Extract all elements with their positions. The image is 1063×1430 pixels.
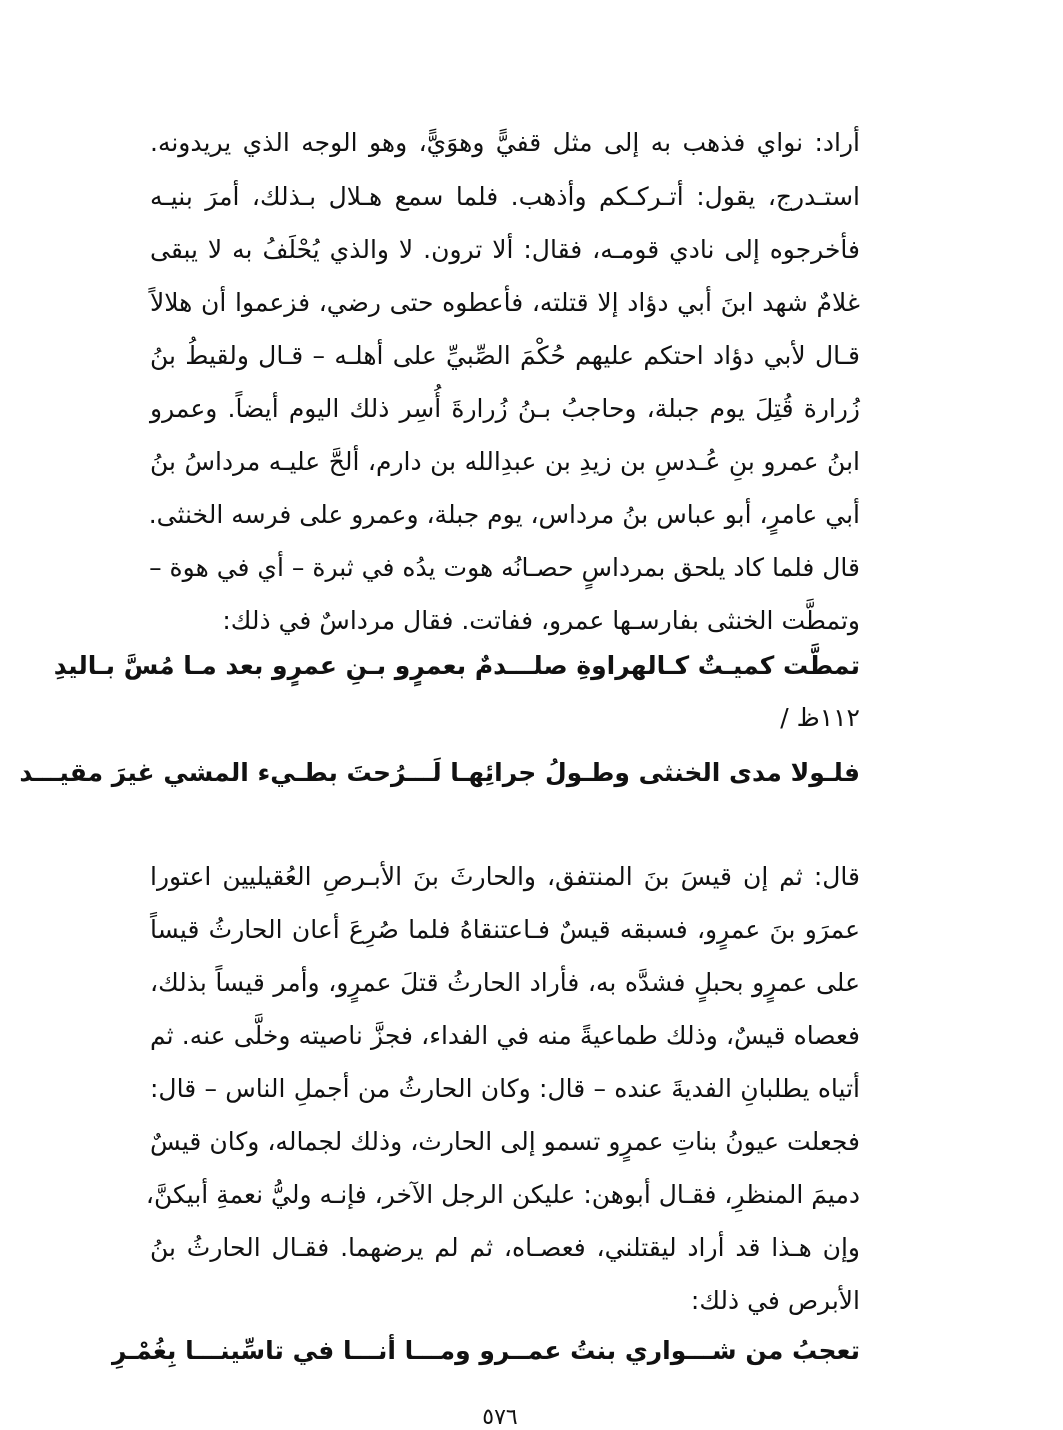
text-line: قـال لأبي دؤاد احتكم عليهم حُكْمَ الصِّبيِّ على أهلـه – قـال ولقيطُ بنُ [150,341,860,370]
text-line: قال فلما كاد يلحق بمرداسٍ حصـانُه هوت يدُه في ثبرة – أي في هوة – [149,553,860,582]
verse-line: تمطَّت كميـتٌ كـالهراوةِ صلـــدمٌ بعمرٍو بـنِ عمرٍو بعد مـا مُسَّ بـاليدِ [53,651,860,680]
text-line: على عمرٍو بحبلٍ فشدَّه به، فأراد الحارثُ قتلَ عمرٍو، وأمر قيساً بذلك، [150,968,860,997]
text-line: أراد: نواي فذهب به إلى مثل قفيًّ وهوَيًّ، وهو الوجه الذي يريدونه. [150,128,860,157]
verse-line: تعجبُ من شـــواري بنتُ عمــرو ومـــا أنـــا في تاسِّينـــا بِغُمْـرِ [112,1336,860,1365]
text-line: وتمطَّت الخنثى بفارسـها عمرو، ففاتت. فقال مرداسٌ في ذلك: [222,606,860,635]
text-line: استـدرج، يقول: أتـركـكم وأذهب. فلما سمع هـلال بـذلك، أمرَ بنيـه [150,182,860,211]
page-number: ٥٧٦ [482,1405,518,1430]
text-line: عمرَو بنَ عمرٍو، فسبقه قيسٌ فـاعتنقاهُ فلما صُرِعَ أعان الحارثُ قيساً [150,915,860,944]
text-line: فجعلت عيونُ بناتِ عمرٍو تسمو إلى الحارث، وذلك لجماله، وكان قيسٌ [150,1127,860,1156]
text-line: قال: ثم إن قيسَ بنَ المنتفق، والحارثَ بنَ الأبـرصِ العُقيليين اعتورا [150,862,860,891]
verse-line: فلـولا مدى الخنثى وطـولُ جرائِهـا لَـــرُحتَ بطـيء المشي غيرَ مقيـــد [19,758,860,787]
text-line: دميمَ المنظرِ، فقـال أبوهن: عليكن الرجل الآخر، فإنـه وليُّ نعمةِ أبيكنَّ، [145,1180,860,1209]
text-line: غلامٌ شهد ابنَ أبي دؤاد إلا قتلته، فأعطوه حتى رضي، فزعموا أن هلالاً [150,288,860,317]
text-line: الأبرص في ذلك: [690,1286,860,1315]
text-line: فعصاه قيسٌ، وذلك طماعيةً منه في الفداء، فجزَّ ناصيته وخلَّى عنه. ثم [150,1021,860,1050]
text-line: أبي عامرٍ، أبو عباس بنُ مرداس، يوم جبلة، وعمرو على فرسه الخنثى. [148,500,860,529]
text-line: وإن هـذا قد أراد ليقتلني، فعصـاه، ثم لم يرضهما. فقـال الحارثُ بنُ [150,1233,860,1262]
text-line: فأخرجوه إلى نادي قومـه، فقال: ألا ترون. لا والذي يُحْلَفُ به لا يبقى [150,235,860,264]
folio-marker: ١١٢ظ / [780,703,860,732]
text-line: زُرارة قُتِلَ يوم جبلة، وحاجبُ بـنُ زُرارةَ أُسِر ذلك اليوم أيضاً. وعمرو [150,394,860,423]
text-line: ابنُ عمرو بنِ عُـدسِ بن زيدِ بن عبدِالله بن دارم، ألحَّ عليـه مرداسُ بنُ [150,447,860,476]
text-line: أتياه يطلبانِ الفديةَ عنده – قال: وكان الحارثُ من أجملِ الناس – قال: [150,1074,860,1103]
